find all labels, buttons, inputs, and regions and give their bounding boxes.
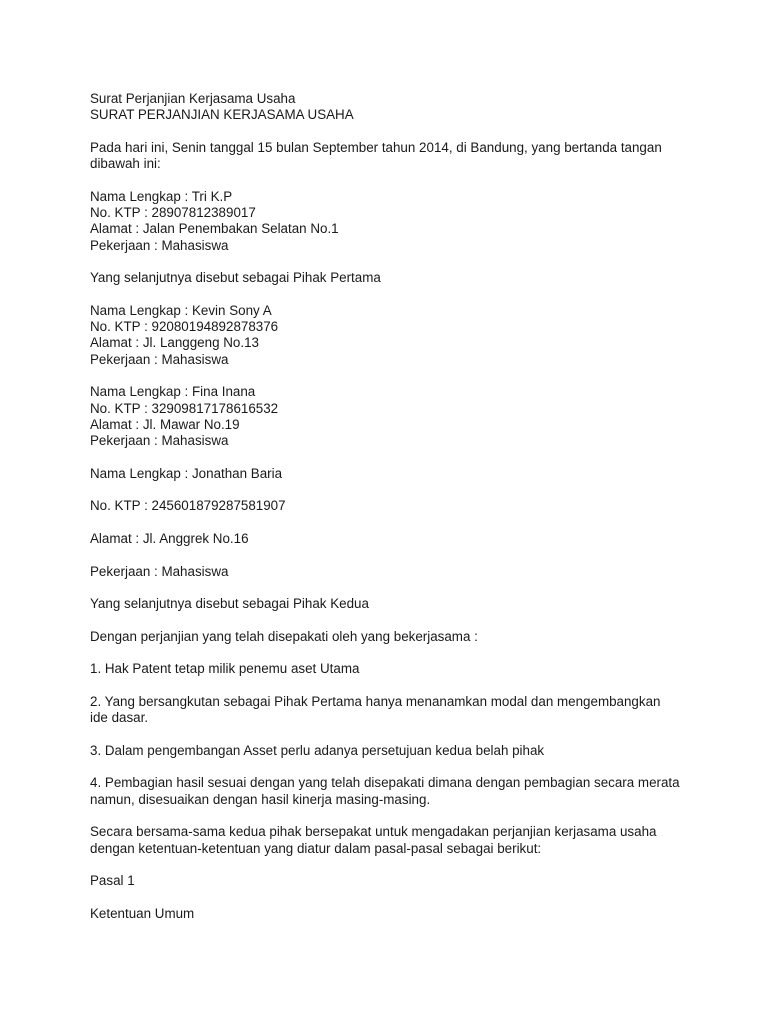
party2a-address: Alamat : Jl. Langgeng No.13 (90, 335, 259, 351)
clause-2: 2. Yang bersangkutan sebagai Pihak Pertama hanya menanamkan modal dan mengembangkan ide dasar. (90, 693, 661, 726)
closing-paragraph: Secara bersama-sama kedua pihak bersepakat untuk mengadakan perjanjian kerjasama usaha dengan ketentuan-ketentuan yang diatur dalam pasal-pasal sebagai berikut: (90, 824, 657, 856)
party2a-name: Nama Lengkap : Kevin Sony A (90, 302, 272, 318)
party2c-job: Pekerjaan : Mahasiswa (90, 563, 229, 579)
party1-label: Yang selanjutnya disebut sebagai Pihak Pertama (90, 270, 381, 286)
agreement-intro: Dengan perjanjian yang telah disepakati oleh yang bekerjasama : (90, 628, 478, 644)
document-heading: SURAT PERJANJIAN KERJASAMA USAHA (90, 107, 354, 123)
party1-ktp: No. KTP : 28907812389017 (90, 205, 256, 221)
party2c-name: Nama Lengkap : Jonathan Baria (90, 465, 283, 481)
party2b-address: Alamat : Jl. Mawar No.19 (90, 416, 240, 432)
clause-3: 3. Dalam pengembangan Asset perlu adanya persetujuan kedua belah pihak (90, 742, 545, 758)
party2c-address: Alamat : Jl. Anggrek No.16 (90, 531, 249, 547)
document-title: Surat Perjanjian Kerjasama Usaha (90, 91, 296, 106)
party1-address: Alamat : Jalan Penembakan Selatan No.1 (90, 221, 339, 237)
pasal-title: Ketentuan Umum (90, 905, 195, 921)
party2a-job: Pekerjaan : Mahasiswa (90, 351, 229, 367)
party1-name: Nama Lengkap : Tri K.P (90, 188, 233, 204)
party1-job: Pekerjaan : Mahasiswa (90, 237, 229, 253)
clause-1: 1. Hak Patent tetap milik penemu aset Utama (90, 661, 360, 677)
party2b-job: Pekerjaan : Mahasiswa (90, 433, 229, 449)
party2-label: Yang selanjutnya disebut sebagai Pihak Kedua (90, 596, 369, 612)
pasal-number: Pasal 1 (90, 873, 135, 889)
party2c-ktp: No. KTP : 245601879287581907 (90, 498, 286, 514)
intro-paragraph: Pada hari ini, Senin tanggal 15 bulan September tahun 2014, di Bandung, yang bertanda tangan dibawah ini: (90, 139, 662, 172)
party2b-ktp: No. KTP : 32909817178616532 (90, 400, 279, 416)
party2a-ktp: No. KTP : 92080194892878376 (90, 319, 279, 335)
party2b-name: Nama Lengkap : Fina Inana (90, 384, 256, 400)
clause-4: 4. Pembagian hasil sesuai dengan yang telah disepakati dimana dengan pembagian secara merata namun, disesuaikan dengan hasil kinerja masing-masing. (90, 775, 680, 807)
document-page (90, 91, 680, 922)
